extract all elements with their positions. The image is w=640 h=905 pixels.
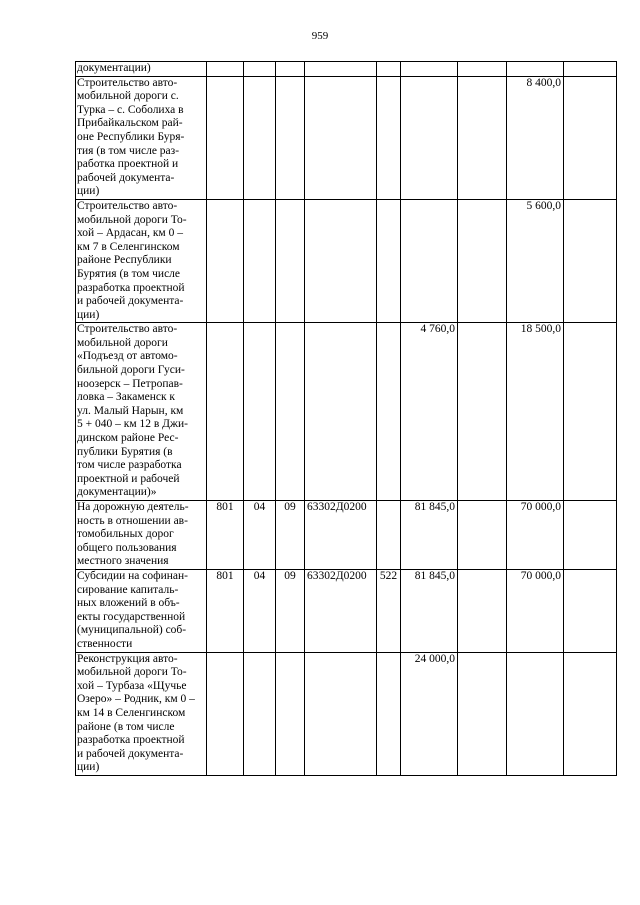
podrazdel-cell	[276, 76, 305, 199]
table-row	[76, 501, 617, 570]
sum4-cell	[564, 199, 617, 322]
item-name-line: ул. Малый Нарын, км	[77, 404, 184, 417]
csr-cell	[305, 199, 377, 322]
sum3-cell: 70 000,0	[507, 569, 564, 652]
item-name-line: ственности	[77, 637, 133, 650]
item-name-line: ции)	[77, 308, 100, 321]
item-name-line: тия (в том числе раз-	[77, 144, 180, 157]
vedomstvo-cell	[207, 76, 244, 199]
item-name-line: районе (в том числе	[77, 720, 175, 733]
item-name-line: км 7 в Селенгинском	[77, 240, 180, 253]
vr-cell	[377, 199, 401, 322]
item-name-line: и рабочей документа-	[77, 747, 184, 760]
sum4-cell	[564, 501, 617, 570]
vedomstvo-cell: 801	[207, 569, 244, 652]
sum3-cell: 70 000,0	[507, 501, 564, 570]
item-name-line: Озеро» – Родник, км 0 –	[77, 693, 195, 706]
item-name-line: бильной дороги Гуси-	[77, 364, 185, 377]
table-row	[76, 652, 617, 775]
sum2-cell	[458, 323, 507, 501]
csr-cell: 63302Д0200	[305, 501, 377, 570]
podrazdel-cell	[276, 199, 305, 322]
item-name-line: екты государственной	[77, 610, 186, 623]
item-name-line: ловка – Закаменск к	[77, 391, 176, 404]
item-name-line: (муниципальной) соб-	[77, 624, 187, 637]
item-name-line: Реконструкция авто-	[77, 652, 178, 665]
podrazdel-cell	[276, 652, 305, 775]
vr-cell	[377, 652, 401, 775]
item-name-line: районе Республики	[77, 254, 172, 267]
razdel-cell: 04	[244, 501, 276, 570]
csr-cell	[305, 323, 377, 501]
item-name-line: мобильной дороги с.	[77, 90, 179, 103]
item-name-line: Турка – с. Соболиха в	[77, 103, 184, 116]
sum3-cell: 18 500,0	[507, 323, 564, 501]
item-name-line: местного значения	[77, 555, 169, 568]
sum2-cell	[458, 62, 507, 77]
table-row	[76, 323, 617, 501]
sum2-cell	[458, 199, 507, 322]
vedomstvo-cell	[207, 199, 244, 322]
item-name-line: и рабочей документа-	[77, 295, 184, 308]
sum3-cell	[507, 652, 564, 775]
item-name-line: сирование капиталь-	[77, 583, 179, 596]
csr-cell	[305, 76, 377, 199]
item-name-line: проектной и рабочей	[77, 472, 180, 485]
table-row	[76, 199, 617, 322]
item-name-line: Субсидии на софинан-	[77, 569, 188, 582]
item-name-cell	[76, 76, 207, 199]
item-name-cell	[76, 501, 207, 570]
csr-cell	[305, 62, 377, 77]
item-name-line: ных вложений в объ-	[77, 597, 180, 610]
razdel-cell	[244, 652, 276, 775]
sum4-cell	[564, 76, 617, 199]
item-name-cell	[76, 569, 207, 652]
vr-cell	[377, 323, 401, 501]
podrazdel-cell	[276, 323, 305, 501]
item-name-line: ции)	[77, 185, 100, 198]
vr-cell	[377, 76, 401, 199]
sum1-cell: 81 845,0	[401, 501, 458, 570]
sum3-cell	[507, 62, 564, 77]
table-row	[76, 569, 617, 652]
item-name-line: «Подъезд от автомо-	[77, 350, 178, 363]
item-name-line: рабочей документа-	[77, 171, 175, 184]
vedomstvo-cell: 801	[207, 501, 244, 570]
item-name-line: мобильной дороги То-	[77, 213, 187, 226]
item-name-line: оне Республики Буря-	[77, 130, 185, 143]
sum3-cell: 5 600,0	[507, 199, 564, 322]
sum4-cell	[564, 652, 617, 775]
sum4-cell	[564, 62, 617, 77]
item-name-line: мобильной дороги	[77, 336, 168, 349]
item-name-cell	[76, 199, 207, 322]
item-name-line: Строительство авто-	[77, 199, 178, 212]
podrazdel-cell: 09	[276, 569, 305, 652]
vedomstvo-cell	[207, 62, 244, 77]
item-name-line: том числе разработка	[77, 459, 182, 472]
table-row	[76, 76, 617, 199]
item-name-line: На дорожную деятель-	[77, 501, 189, 513]
razdel-cell	[244, 199, 276, 322]
sum4-cell	[564, 569, 617, 652]
csr-cell	[305, 652, 377, 775]
item-name-line: хой – Ардасан, км 0 –	[77, 227, 183, 240]
sum1-cell: 81 845,0	[401, 569, 458, 652]
item-name-line: публики Бурятия (в	[77, 445, 173, 458]
csr-cell: 63302Д0200	[305, 569, 377, 652]
sum4-cell	[564, 323, 617, 501]
vr-cell	[377, 501, 401, 570]
podrazdel-cell: 09	[276, 501, 305, 570]
vedomstvo-cell	[207, 652, 244, 775]
item-name-line: ноозерск – Петропав-	[77, 377, 183, 390]
item-name-line: хой – Турбаза «Щучье	[77, 679, 187, 692]
sum2-cell	[458, 76, 507, 199]
razdel-cell	[244, 76, 276, 199]
item-name-line: динском районе Рес-	[77, 432, 179, 445]
vedomstvo-cell	[207, 323, 244, 501]
sum2-cell	[458, 501, 507, 570]
item-name-cell	[76, 62, 207, 77]
sum1-cell	[401, 76, 458, 199]
razdel-cell	[244, 62, 276, 77]
razdel-cell: 04	[244, 569, 276, 652]
sum1-cell: 4 760,0	[401, 323, 458, 501]
item-name-cell	[76, 323, 207, 501]
sum2-cell	[458, 652, 507, 775]
item-name-line: работка проектной и	[77, 158, 179, 171]
item-name-line: мобильной дороги То-	[77, 666, 187, 679]
item-name-line: документации)»	[77, 486, 157, 499]
podrazdel-cell	[276, 62, 305, 77]
table-body	[76, 62, 617, 776]
sum1-cell	[401, 199, 458, 322]
item-name-line: Бурятия (в том числе	[77, 267, 181, 280]
sum1-cell	[401, 62, 458, 77]
item-name-line: разработка проектной	[77, 734, 185, 747]
item-name-line: разработка проектной	[77, 281, 185, 294]
vr-cell: 522	[377, 569, 401, 652]
sum2-cell	[458, 569, 507, 652]
vr-cell	[377, 62, 401, 77]
item-name-cell	[76, 652, 207, 775]
item-name-line: документации)	[77, 62, 151, 74]
item-name-line: ции)	[77, 761, 100, 774]
item-name-line: томобильных дорог	[77, 528, 174, 541]
item-name-line: ность в отношении ав-	[77, 514, 188, 527]
sum1-cell: 24 000,0	[401, 652, 458, 775]
budget-table	[75, 61, 617, 776]
item-name-line: км 14 в Селенгинском	[77, 706, 186, 719]
table-row	[76, 62, 617, 77]
item-name-line: Строительство авто-	[77, 76, 178, 89]
item-name-line: общего пользования	[77, 541, 177, 554]
item-name-line: Прибайкальском рай-	[77, 117, 183, 130]
item-name-line: 5 + 040 – км 12 в Джи-	[77, 418, 188, 431]
razdel-cell	[244, 323, 276, 501]
item-name-line: Строительство авто-	[77, 323, 178, 336]
page-number: 959	[311, 30, 329, 42]
sum3-cell: 8 400,0	[507, 76, 564, 199]
